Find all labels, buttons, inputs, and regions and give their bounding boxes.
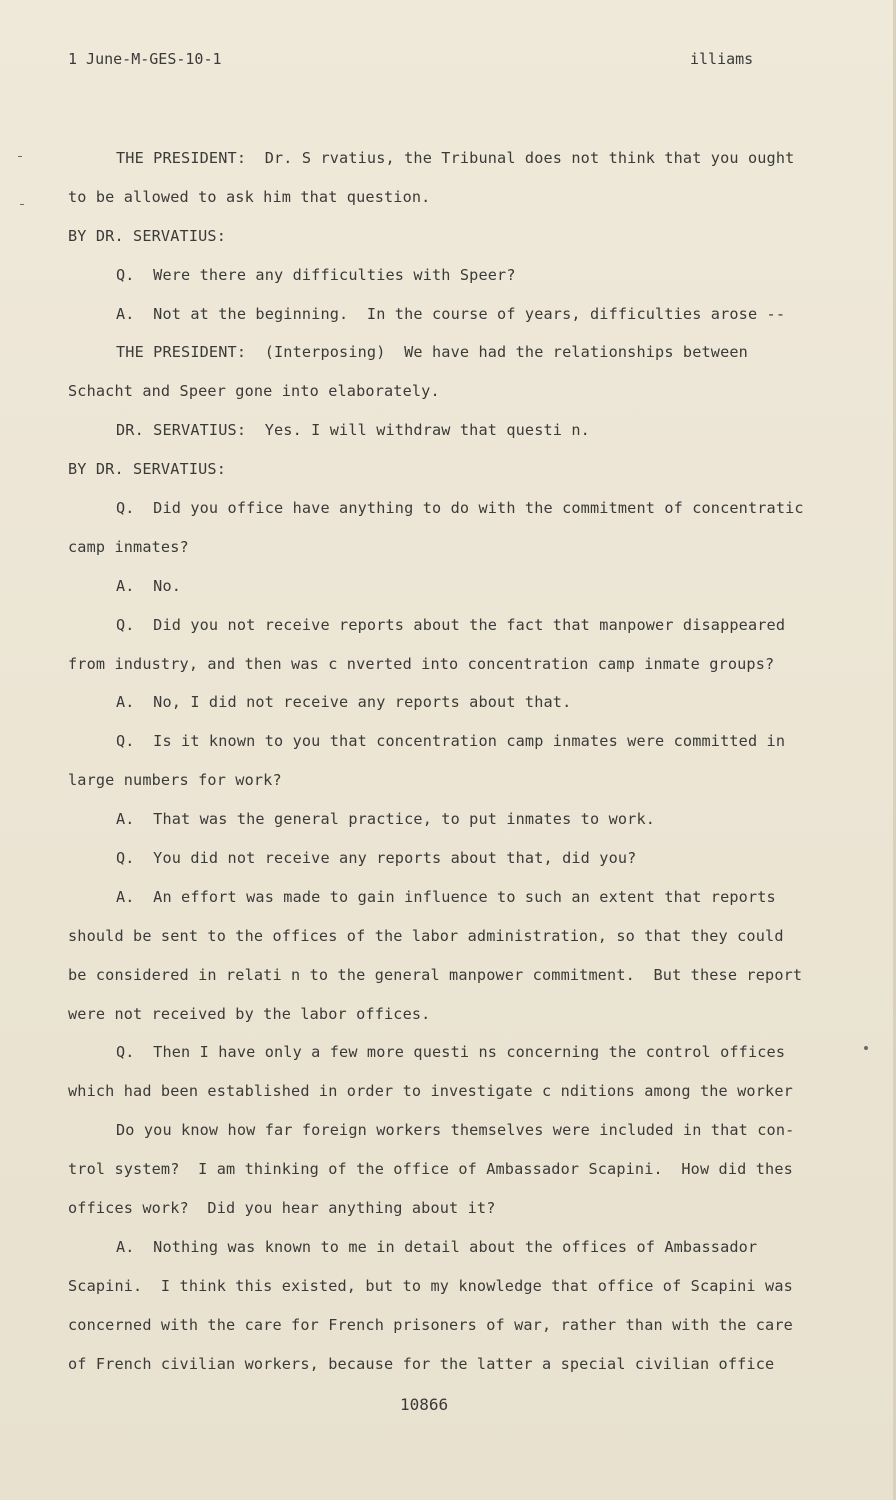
text-line: Q. Did you not receive reports about the fact that manpower disappeared	[116, 615, 786, 634]
text-line: Do you know how far foreign workers themselves were included in that con-	[116, 1121, 795, 1140]
text-line: Q. Then I have only a few more questi ns concerning the control offices	[116, 1043, 786, 1062]
text-line: A. No, I did not receive any reports about that.	[116, 693, 572, 712]
text-line: BY DR. SERVATIUS:	[68, 226, 226, 245]
text-line: concerned with the care for French prisoners of war, rather than with the care	[68, 1315, 793, 1334]
text-line: camp inmates?	[68, 537, 189, 556]
text-line: be considered in relati n to the general manpower commitment. But these report	[68, 965, 803, 984]
transcript-body	[68, 146, 836, 1391]
text-line: Schacht and Speer gone into elaborately.	[68, 382, 440, 401]
text-line: of French civilian workers, because for the latter a special civilian office	[68, 1354, 775, 1373]
typist-name: illiams	[690, 50, 754, 68]
text-line: were not received by the labor offices.	[68, 1004, 431, 1023]
text-line: Q. You did not receive any reports about that, did you?	[116, 849, 637, 868]
text-line: A. Nothing was known to me in detail about the offices of Ambassador	[116, 1237, 758, 1256]
text-line: offices work? Did you hear anything about it?	[68, 1199, 496, 1218]
text-line: should be sent to the offices of the labor administration, so that they could	[68, 926, 784, 945]
text-line: Q. Is it known to you that concentration camp inmates were committed in	[116, 732, 786, 751]
text-line: large numbers for work?	[68, 771, 282, 790]
page-number: 10866	[400, 1395, 449, 1414]
margin-mark	[20, 204, 24, 205]
text-line: A. No.	[116, 576, 182, 595]
text-line: THE PRESIDENT: Dr. S rvatius, the Tribunal does not think that you ought	[116, 149, 795, 167]
document-code: 1 June-M-GES-10-1	[68, 50, 222, 68]
text-line: A. That was the general practice, to put inmates to work.	[116, 810, 656, 829]
text-line: Scapini. I think this existed, but to my knowledge that office of Scapini was	[68, 1276, 793, 1295]
text-line: A. An effort was made to gain influence to such an extent that reports	[116, 887, 776, 906]
text-line: Q. Were there any difficulties with Speer?	[116, 265, 516, 284]
text-line: THE PRESIDENT: (Interposing) We have had the relationships between	[116, 343, 748, 362]
text-line: trol system? I am thinking of the office of Ambassador Scapini. How did thes	[68, 1160, 793, 1179]
text-line: A. Not at the beginning. In the course of years, difficulties arose --	[116, 304, 786, 323]
text-line: DR. SERVATIUS: Yes. I will withdraw that questi n.	[116, 421, 590, 440]
text-line: to be allowed to ask him that question.	[68, 187, 431, 206]
text-line: from industry, and then was c nverted into concentration camp inmate groups?	[68, 654, 775, 673]
margin-mark	[864, 1046, 868, 1050]
text-line: BY DR. SERVATIUS:	[68, 460, 226, 479]
text-line: which had been established in order to investigate c nditions among the worker	[68, 1082, 793, 1101]
text-line: Q. Did you office have anything to do with the commitment of concentratic	[116, 499, 804, 518]
margin-mark	[18, 156, 22, 157]
